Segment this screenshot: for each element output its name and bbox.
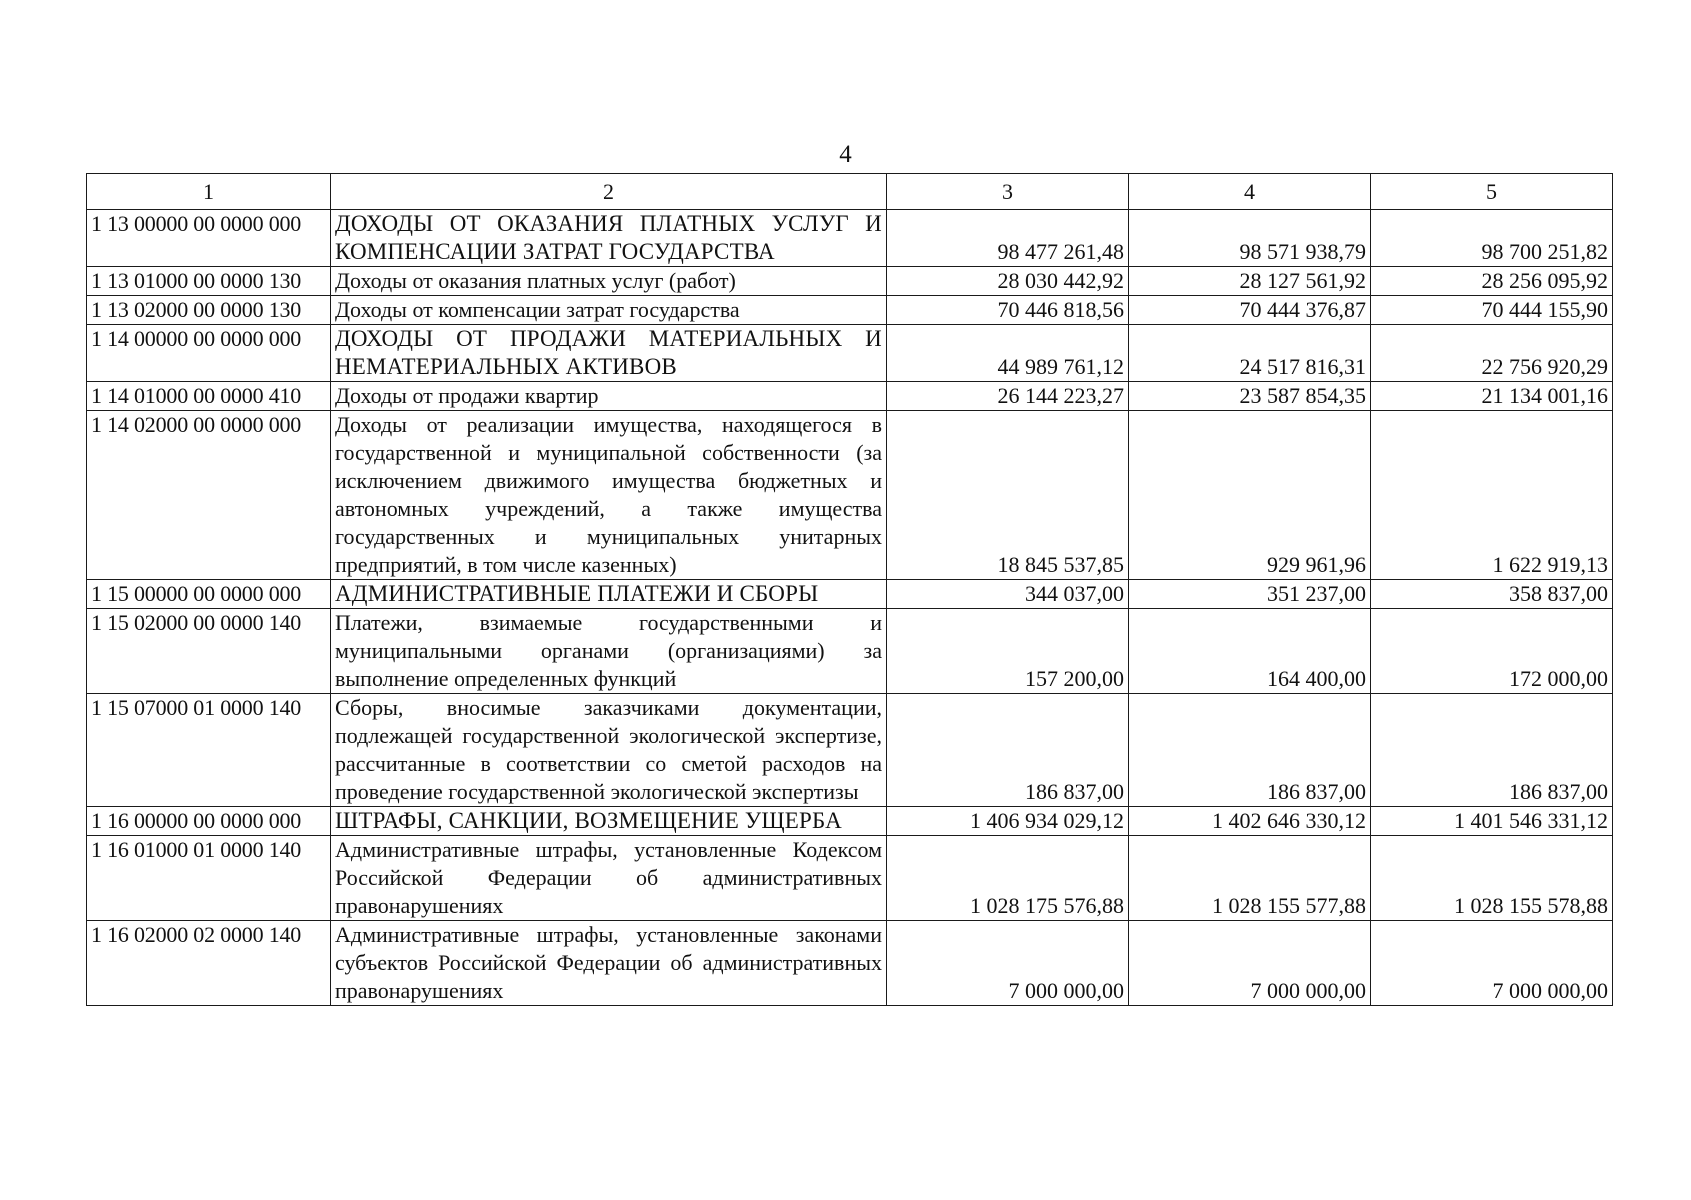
amount-col-5: 1 028 155 578,88 <box>1371 836 1613 921</box>
budget-code: 1 14 02000 00 0000 000 <box>87 411 331 580</box>
amount-col-3: 70 446 818,56 <box>887 296 1129 325</box>
page-number: 4 <box>839 141 852 168</box>
amount-col-3: 26 144 223,27 <box>887 382 1129 411</box>
table-row <box>87 921 1613 1006</box>
column-header-1: 1 <box>87 174 331 210</box>
table-row <box>87 325 1613 382</box>
revenue-name: Административные штрафы, установленные законами субъектов Российской Федерации об административных правонарушениях <box>331 921 887 1006</box>
amount-col-3: 1 406 934 029,12 <box>887 807 1129 836</box>
table-row <box>87 807 1613 836</box>
amount-col-4: 70 444 376,87 <box>1129 296 1371 325</box>
column-header-2: 2 <box>331 174 887 210</box>
budget-code: 1 13 01000 00 0000 130 <box>87 267 331 296</box>
amount-col-5: 186 837,00 <box>1371 694 1613 807</box>
amount-col-4: 98 571 938,79 <box>1129 210 1371 267</box>
amount-col-4: 24 517 816,31 <box>1129 325 1371 382</box>
amount-col-3: 7 000 000,00 <box>887 921 1129 1006</box>
amount-col-3: 98 477 261,48 <box>887 210 1129 267</box>
budget-code: 1 16 01000 01 0000 140 <box>87 836 331 921</box>
amount-col-5: 172 000,00 <box>1371 609 1613 694</box>
revenue-name: Доходы от реализации имущества, находящегося в государственной и муниципальной собственности (за исключением движимого имущества бюджетных и автономных учреждений, а также имущества государственных и муниципальных унитарных предприятий, в том числе казенных) <box>331 411 887 580</box>
revenue-name: ШТРАФЫ, САНКЦИИ, ВОЗМЕЩЕНИЕ УЩЕРБА <box>331 807 887 836</box>
table-row <box>87 836 1613 921</box>
budget-code: 1 16 02000 02 0000 140 <box>87 921 331 1006</box>
amount-col-4: 1 402 646 330,12 <box>1129 807 1371 836</box>
amount-col-4: 186 837,00 <box>1129 694 1371 807</box>
amount-col-5: 21 134 001,16 <box>1371 382 1613 411</box>
amount-col-3: 44 989 761,12 <box>887 325 1129 382</box>
amount-col-5: 1 622 919,13 <box>1371 411 1613 580</box>
table-row <box>87 411 1613 580</box>
amount-col-5: 98 700 251,82 <box>1371 210 1613 267</box>
amount-col-4: 164 400,00 <box>1129 609 1371 694</box>
revenue-name: Сборы, вносимые заказчиками документации, подлежащей государственной экологической экспертизе, рассчитанные в соответствии со сметой расходов на проведение государственной экологической экспертизы <box>331 694 887 807</box>
amount-col-5: 28 256 095,92 <box>1371 267 1613 296</box>
revenue-table <box>86 173 1613 1006</box>
table-row <box>87 296 1613 325</box>
column-header-4: 4 <box>1129 174 1371 210</box>
amount-col-4: 929 961,96 <box>1129 411 1371 580</box>
budget-code: 1 14 00000 00 0000 000 <box>87 325 331 382</box>
revenue-name: ДОХОДЫ ОТ ОКАЗАНИЯ ПЛАТНЫХ УСЛУГ И КОМПЕНСАЦИИ ЗАТРАТ ГОСУДАРСТВА <box>331 210 887 267</box>
amount-col-4: 28 127 561,92 <box>1129 267 1371 296</box>
table-row <box>87 210 1613 267</box>
budget-code: 1 15 02000 00 0000 140 <box>87 609 331 694</box>
budget-code: 1 13 00000 00 0000 000 <box>87 210 331 267</box>
amount-col-5: 1 401 546 331,12 <box>1371 807 1613 836</box>
column-header-5: 5 <box>1371 174 1613 210</box>
amount-col-5: 7 000 000,00 <box>1371 921 1613 1006</box>
header-row <box>87 174 1613 210</box>
revenue-name: Платежи, взимаемые государственными и муниципальными органами (организациями) за выполнение определенных функций <box>331 609 887 694</box>
budget-code: 1 15 07000 01 0000 140 <box>87 694 331 807</box>
amount-col-3: 28 030 442,92 <box>887 267 1129 296</box>
amount-col-5: 358 837,00 <box>1371 580 1613 609</box>
amount-col-3: 186 837,00 <box>887 694 1129 807</box>
revenue-name: Доходы от компенсации затрат государства <box>331 296 887 325</box>
table-row <box>87 382 1613 411</box>
revenue-name: Доходы от продажи квартир <box>331 382 887 411</box>
amount-col-5: 70 444 155,90 <box>1371 296 1613 325</box>
table-row <box>87 609 1613 694</box>
amount-col-3: 1 028 175 576,88 <box>887 836 1129 921</box>
amount-col-4: 23 587 854,35 <box>1129 382 1371 411</box>
amount-col-4: 1 028 155 577,88 <box>1129 836 1371 921</box>
budget-code: 1 15 00000 00 0000 000 <box>87 580 331 609</box>
table-row <box>87 694 1613 807</box>
amount-col-4: 351 237,00 <box>1129 580 1371 609</box>
budget-code: 1 13 02000 00 0000 130 <box>87 296 331 325</box>
amount-col-5: 22 756 920,29 <box>1371 325 1613 382</box>
amount-col-3: 18 845 537,85 <box>887 411 1129 580</box>
amount-col-3: 157 200,00 <box>887 609 1129 694</box>
budget-code: 1 16 00000 00 0000 000 <box>87 807 331 836</box>
revenue-name: ДОХОДЫ ОТ ПРОДАЖИ МАТЕРИАЛЬНЫХ И НЕМАТЕРИАЛЬНЫХ АКТИВОВ <box>331 325 887 382</box>
amount-col-4: 7 000 000,00 <box>1129 921 1371 1006</box>
revenue-name: АДМИНИСТРАТИВНЫЕ ПЛАТЕЖИ И СБОРЫ <box>331 580 887 609</box>
amount-col-3: 344 037,00 <box>887 580 1129 609</box>
table-row <box>87 580 1613 609</box>
revenue-name: Доходы от оказания платных услуг (работ) <box>331 267 887 296</box>
budget-code: 1 14 01000 00 0000 410 <box>87 382 331 411</box>
table-row <box>87 267 1613 296</box>
column-header-3: 3 <box>887 174 1129 210</box>
revenue-name: Административные штрафы, установленные Кодексом Российской Федерации об административных правонарушениях <box>331 836 887 921</box>
